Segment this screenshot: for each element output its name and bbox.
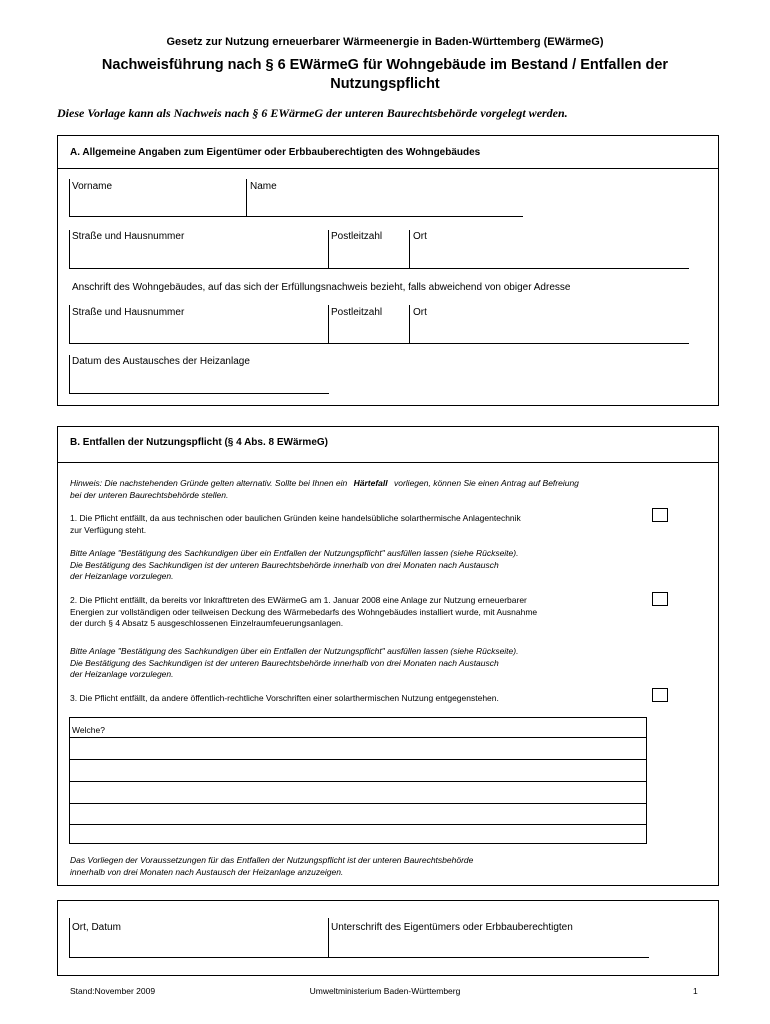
closing-line1: Das Vorliegen der Voraussetzungen für das Entfallen der Nutzungspflicht ist der unteren Baurechtsbehörde — [70, 855, 474, 865]
plz2-label: Postleitzahl — [331, 307, 383, 318]
page-title — [60, 56, 710, 94]
footer-ministry: Umweltministerium Baden-Württemberg — [309, 986, 461, 996]
note-2-line3: der Heizanlage vorzulegen. — [70, 669, 174, 679]
datum-label: Datum des Austausches der Heizanlage — [72, 356, 250, 367]
note-1-line2: Die Bestätigung des Sachkundigen ist der unteren Baurechtsbehörde innerhalb von drei Monaten nach Austausch — [70, 559, 499, 570]
ort-label: Ort — [413, 231, 427, 242]
subtitle: Diese Vorlage kann als Nachweis nach § 6 EWärmeG der unteren Baurechtsbehörde vorgelegt werden. — [57, 106, 568, 120]
vorname-left-border — [69, 179, 70, 216]
closing-note — [70, 855, 670, 878]
plz-left-border — [328, 230, 329, 268]
ort2-label: Ort — [413, 307, 427, 318]
section-b-heading: B. Entfallen der Nutzungspflicht (§ 4 Abs. 8 EWärmeG) — [70, 437, 328, 448]
reason-2-line2: Energien zur vollständigen oder teilweisen Deckung des Wärmebedarfs des Wohngebäudes installiert wurde, mit Ausnahme — [70, 606, 538, 617]
footer-page-number: 1 — [693, 986, 698, 996]
reason-2-checkbox[interactable] — [652, 592, 668, 606]
welche-label: Welche? — [72, 725, 105, 735]
note-1-line1: Bitte Anlage "Bestätigung des Sachkundigen über ein Entfallen der Nutzungspflicht" ausfüllen lassen (siehe Rückseite). — [70, 548, 519, 558]
page-title-line2: Nutzungspflicht — [330, 76, 440, 92]
law-title: Gesetz zur Nutzung erneuerbarer Wärmeenergie in Baden-Württemberg (EWärmeG) — [166, 36, 604, 48]
strasse-left-border — [69, 230, 70, 268]
reason-2 — [70, 595, 645, 630]
welche-line-2 — [70, 759, 646, 760]
hint-hardship: Härtefall — [353, 478, 388, 488]
welche-box[interactable] — [69, 717, 647, 844]
name-label: Name — [250, 181, 277, 192]
reason-1 — [70, 513, 640, 536]
note-2 — [70, 646, 640, 681]
welche-line-1 — [70, 737, 646, 738]
note-1 — [70, 548, 640, 583]
plz2-left-border — [328, 305, 329, 343]
section-a-heading: A. Allgemeine Angaben zum Eigentümer oder Erbbauberechtigten des Wohngebäudes — [70, 147, 481, 158]
hint-text — [70, 478, 710, 501]
hint-line2: bei der unteren Baurechtsbehörde stellen. — [70, 489, 229, 500]
hint-post: vorliegen, können Sie einen Antrag auf Befreiung — [393, 478, 579, 488]
strasse2-left-border — [69, 305, 70, 343]
building-address-field[interactable] — [69, 343, 689, 344]
hint-line1 — [70, 478, 710, 490]
datum-left-border — [69, 355, 70, 393]
ort-left-border — [409, 230, 410, 268]
note-2-line2: Die Bestätigung des Sachkundigen ist der unteren Baurechtsbehörde innerhalb von drei Monaten nach Austausch — [70, 657, 499, 668]
name-left-border — [246, 179, 247, 216]
signature-left-border — [328, 918, 329, 957]
datum-field[interactable] — [69, 393, 329, 394]
welche-line-3 — [70, 781, 646, 782]
ort-datum-label: Ort, Datum — [72, 922, 121, 933]
reason-1-line1: 1. Die Pflicht entfällt, da aus technischen oder baulichen Gründen keine handelsübliche solarthermische Anlagentechnik — [70, 513, 521, 523]
strasse2-label: Straße und Hausnummer — [72, 307, 185, 318]
signature-label: Unterschrift des Eigentümers oder Erbbauberechtigten — [331, 922, 573, 933]
reason-3: 3. Die Pflicht entfällt, da andere öffentlich-rechtliche Vorschriften einer solarthermischen Nutzung entgegenstehen. — [70, 693, 499, 703]
welche-line-5 — [70, 824, 646, 825]
plz-label: Postleitzahl — [331, 231, 383, 242]
reason-2-line1: 2. Die Pflicht entfällt, da bereits vor Inkrafttreten des EWärmeG am 1. Januar 2008 eine Anlage zur Nutzung erneuerbarer — [70, 595, 527, 605]
reason-3-checkbox[interactable] — [652, 688, 668, 702]
address-field[interactable] — [69, 268, 689, 269]
ort-datum-left-border — [69, 918, 70, 957]
signature-frame — [57, 900, 719, 976]
footer-date: Stand:November 2009 — [70, 986, 156, 996]
welche-line-4 — [70, 803, 646, 804]
strasse-label: Straße und Hausnummer — [72, 231, 185, 242]
closing-line2: innerhalb von drei Monaten nach Austausch der Heizanlage anzuzeigen. — [70, 866, 344, 877]
reason-2-line3: der durch § 4 Absatz 5 ausgeschlossenen Einzelraumfeuerungsanlagen. — [70, 618, 344, 628]
building-address-note: Anschrift des Wohngebäudes, auf das sich der Erfüllungsnachweis bezieht, falls abweichend von obiger Adresse — [72, 282, 571, 293]
signature-field[interactable] — [69, 957, 649, 958]
page-title-line1: Nachweisführung nach § 6 EWärmeG für Wohngebäude im Bestand / Entfallen der — [101, 57, 669, 73]
vorname-name-field[interactable] — [69, 216, 523, 217]
vorname-label: Vorname — [72, 181, 113, 192]
reason-1-checkbox[interactable] — [652, 508, 668, 522]
note-2-line1: Bitte Anlage "Bestätigung des Sachkundigen über ein Entfallen der Nutzungspflicht" ausfüllen lassen (siehe Rückseite). — [70, 646, 519, 656]
note-1-line3: der Heizanlage vorzulegen. — [70, 571, 174, 581]
reason-1-line2: zur Verfügung steht. — [70, 524, 147, 535]
hint-pre: Hinweis: Die nachstehenden Gründe gelten alternativ. Sollte bei Ihnen ein — [70, 478, 348, 488]
ort2-left-border — [409, 305, 410, 343]
